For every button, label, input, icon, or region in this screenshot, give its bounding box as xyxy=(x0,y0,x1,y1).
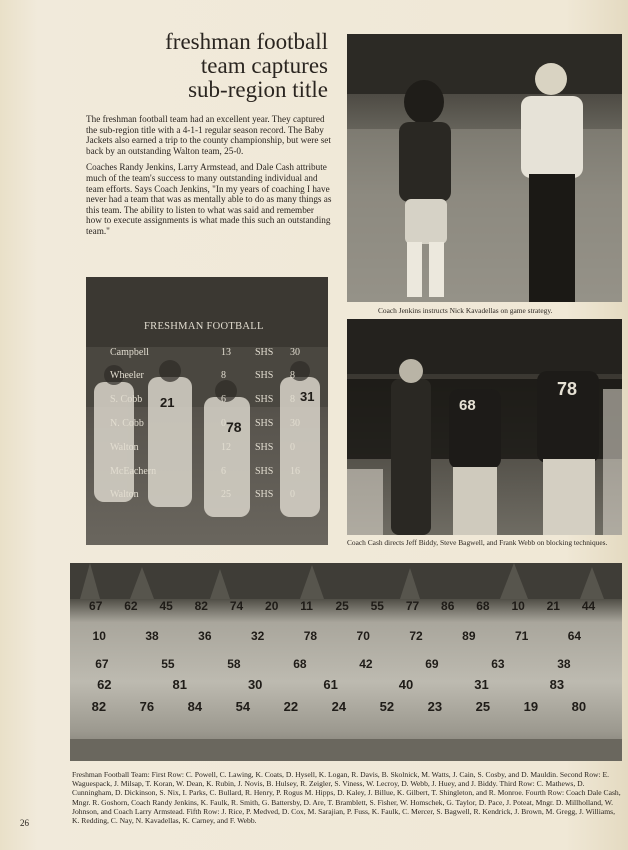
jersey-number: 76 xyxy=(139,699,155,714)
jersey-number: 74 xyxy=(229,599,244,613)
jersey-number: 23 xyxy=(427,699,443,714)
photo-freshman-players xyxy=(86,277,328,545)
photo1-art xyxy=(347,34,622,302)
jersey-number: 10 xyxy=(511,599,525,613)
score-row xyxy=(86,347,328,361)
photo1-caption: Coach Jenkins instructs Nick Kavadellas on game strategy. xyxy=(378,306,553,315)
jersey-number: 40 xyxy=(398,677,414,692)
score-row xyxy=(86,418,328,432)
school-name: SHS xyxy=(255,466,274,477)
jersey-number: 68 xyxy=(476,599,490,613)
jersey-number: 64 xyxy=(567,629,582,643)
photo3-art xyxy=(347,319,622,535)
opponent-name: S. Cobb xyxy=(110,394,143,405)
jersey-number: 24 xyxy=(331,699,347,714)
jersey-number: 58 xyxy=(227,657,241,671)
school-score: 16 xyxy=(290,466,300,477)
story-paragraph: Coaches Randy Jenkins, Larry Armstead, and Dale Cash attribute much of the team's success to many outstanding individual and team efforts. Says Coach Jenkins, "In my years of coaching I have never had a team that was as mentally able to do as many things as this team. The ability to listen to what was said and remember how to execute assignments is what made this such an outstanding team." xyxy=(86,162,332,236)
jersey-number: 25 xyxy=(475,699,491,714)
score-row xyxy=(86,466,328,480)
jersey-number: 84 xyxy=(187,699,203,714)
jersey-number: 55 xyxy=(370,599,384,613)
jersey-number: 19 xyxy=(523,699,539,714)
jersey-number: 82 xyxy=(91,699,107,714)
jersey-number: 61 xyxy=(323,677,338,692)
jersey-number: 25 xyxy=(335,599,349,613)
jersey-number: 31 xyxy=(300,389,315,404)
opponent-name: Walton xyxy=(110,442,139,453)
team-caption: Freshman Football Team: First Row: C. Powell, C. Lawing, K. Coats, D. Hysell, K. Logan, R. Davis, B. Skolnick, M. Watts, J. Cain, S. Cosby, and D. Mauldin. Second Row: E. Waguespack, J. Milsap, T. Koran, W. Dean, K. Rubin, J. Novis, B. Hulsey, R. Zeigler, S. Viness, W. Lecroy, D. Webb, J. Huey, and J. Biddy. Third Row: C. Mathews, D. Cunningham, D. Dickinson, S. Nix, I. Parks, C. Bullard, R. Henry, P. Rogus M. Hipps, D. Kaley, J. Billue, K. Gilbert, T. Shingleton, and R. Monroe. Fourth Row: Coach Dale Cash, Mngr. R. Goshorn, Coach Randy Jenkins, K. Faulk, R. Smith, G. Battersby, D. Are, T. Bramblett, S. Fisher, W. Homschek, G. Taylor, D. Pace, J. Poteat, Mngr. D. Millholland, W. Johnson, and Coach Larry Armstead. Fifth Row: J. Rice, P. Medved, D. Cox, M. Sarajian, P. Fuss, K. Faulk, C. Mercer, S. Bagwell, R. Kendrick, J. Brown, M. Gregg, J. Williams, K. Redding, C. Nay, N. Kavadellas, K. Carney, and F. Webb. xyxy=(72,770,621,826)
headline xyxy=(110,30,328,102)
opponent-name: Wheeler xyxy=(110,370,144,381)
school-score: 8 xyxy=(290,394,295,405)
jersey-number: 11 xyxy=(300,599,313,613)
school-name: SHS xyxy=(255,394,274,405)
headline-line: freshman football xyxy=(165,29,328,54)
jersey-number: 78 xyxy=(303,629,318,643)
season-scoreboard xyxy=(86,277,328,545)
jersey-number: 71 xyxy=(514,629,529,643)
school-name: SHS xyxy=(255,418,274,429)
photo3-caption: Coach Cash directs Jeff Biddy, Steve Bagwell, and Frank Webb on blocking techniques. xyxy=(347,538,608,547)
school-score: 0 xyxy=(290,489,295,500)
jersey-number: 45 xyxy=(159,599,173,613)
score-row xyxy=(86,370,328,384)
story-text xyxy=(86,114,332,243)
school-score: 30 xyxy=(290,418,300,429)
opponent-score: 12 xyxy=(221,442,231,453)
jersey-number: 70 xyxy=(356,629,370,643)
school-name: SHS xyxy=(255,489,274,500)
jersey-number: 68 xyxy=(459,397,476,414)
jersey-number: 20 xyxy=(265,599,279,613)
opponent-name: McEachern xyxy=(110,466,157,477)
jersey-number: 78 xyxy=(226,419,242,435)
school-name: SHS xyxy=(255,347,274,358)
jersey-number: 82 xyxy=(194,599,208,613)
jersey-number: 83 xyxy=(549,677,565,692)
jersey-number: 86 xyxy=(441,599,455,613)
jersey-number: 55 xyxy=(161,657,175,671)
opponent-name: Campbell xyxy=(110,347,149,358)
jersey-number: 32 xyxy=(250,629,265,643)
opponent-name: N. Cobb xyxy=(110,418,144,429)
jersey-number: 63 xyxy=(491,657,505,671)
page-number: 26 xyxy=(20,818,29,828)
jersey-number: 67 xyxy=(95,657,109,671)
opponent-score: 25 xyxy=(221,489,231,500)
opponent-name: Walton xyxy=(110,489,139,500)
jersey-number: 52 xyxy=(379,699,395,714)
jersey-number: 89 xyxy=(462,629,476,643)
jersey-number: 77 xyxy=(405,599,420,613)
opponent-score: 13 xyxy=(221,347,231,358)
photo-coach-instructs-player xyxy=(347,34,622,302)
opponent-score: 0 xyxy=(221,418,226,429)
jersey-number: 22 xyxy=(283,699,299,714)
headline-line: sub-region title xyxy=(188,77,328,102)
school-name: SHS xyxy=(255,370,274,381)
jersey-number: 38 xyxy=(145,629,159,643)
jersey-number: 62 xyxy=(124,599,138,613)
score-row xyxy=(86,489,328,503)
jersey-number: 10 xyxy=(92,629,106,643)
jersey-number: 72 xyxy=(409,629,423,643)
jersey-number: 80 xyxy=(571,699,587,714)
headline-line: team captures xyxy=(200,53,328,78)
photo-coach-directs-blocking xyxy=(347,319,622,535)
opponent-score: 8 xyxy=(221,370,226,381)
school-score: 8 xyxy=(290,370,295,381)
scoreboard-title: FRESHMAN FOOTBALL xyxy=(144,321,264,332)
jersey-number: 69 xyxy=(425,657,439,671)
jersey-number: 21 xyxy=(546,599,560,613)
team-photo xyxy=(70,563,622,761)
school-name: SHS xyxy=(255,442,274,453)
score-row xyxy=(86,394,328,408)
jersey-number: 42 xyxy=(359,657,373,671)
school-score: 30 xyxy=(290,347,300,358)
jersey-number: 31 xyxy=(474,677,489,692)
school-score: 0 xyxy=(290,442,295,453)
jersey-number: 30 xyxy=(247,677,263,692)
jersey-number: 54 xyxy=(235,699,251,714)
jersey-number: 67 xyxy=(89,599,103,613)
jersey-number: 44 xyxy=(581,599,596,613)
jersey-number: 62 xyxy=(97,677,112,692)
jersey-number: 78 xyxy=(557,379,578,399)
jersey-number: 81 xyxy=(172,677,187,692)
score-row xyxy=(86,442,328,456)
jersey-number: 21 xyxy=(160,395,175,410)
jersey-number: 68 xyxy=(293,657,307,671)
opponent-score: 6 xyxy=(221,466,226,477)
story-paragraph: The freshman football team had an excellent year. They captured the sub-region title with a 4-1-1 regular season record. The Baby Jackets also earned a trip to the county championship, but were set back by an outstanding Walton team, 25-0. xyxy=(86,114,331,156)
jersey-number: 36 xyxy=(198,629,212,643)
jersey-number: 38 xyxy=(557,657,571,671)
opponent-score: 6 xyxy=(221,394,226,405)
team-photo-art xyxy=(70,563,622,761)
